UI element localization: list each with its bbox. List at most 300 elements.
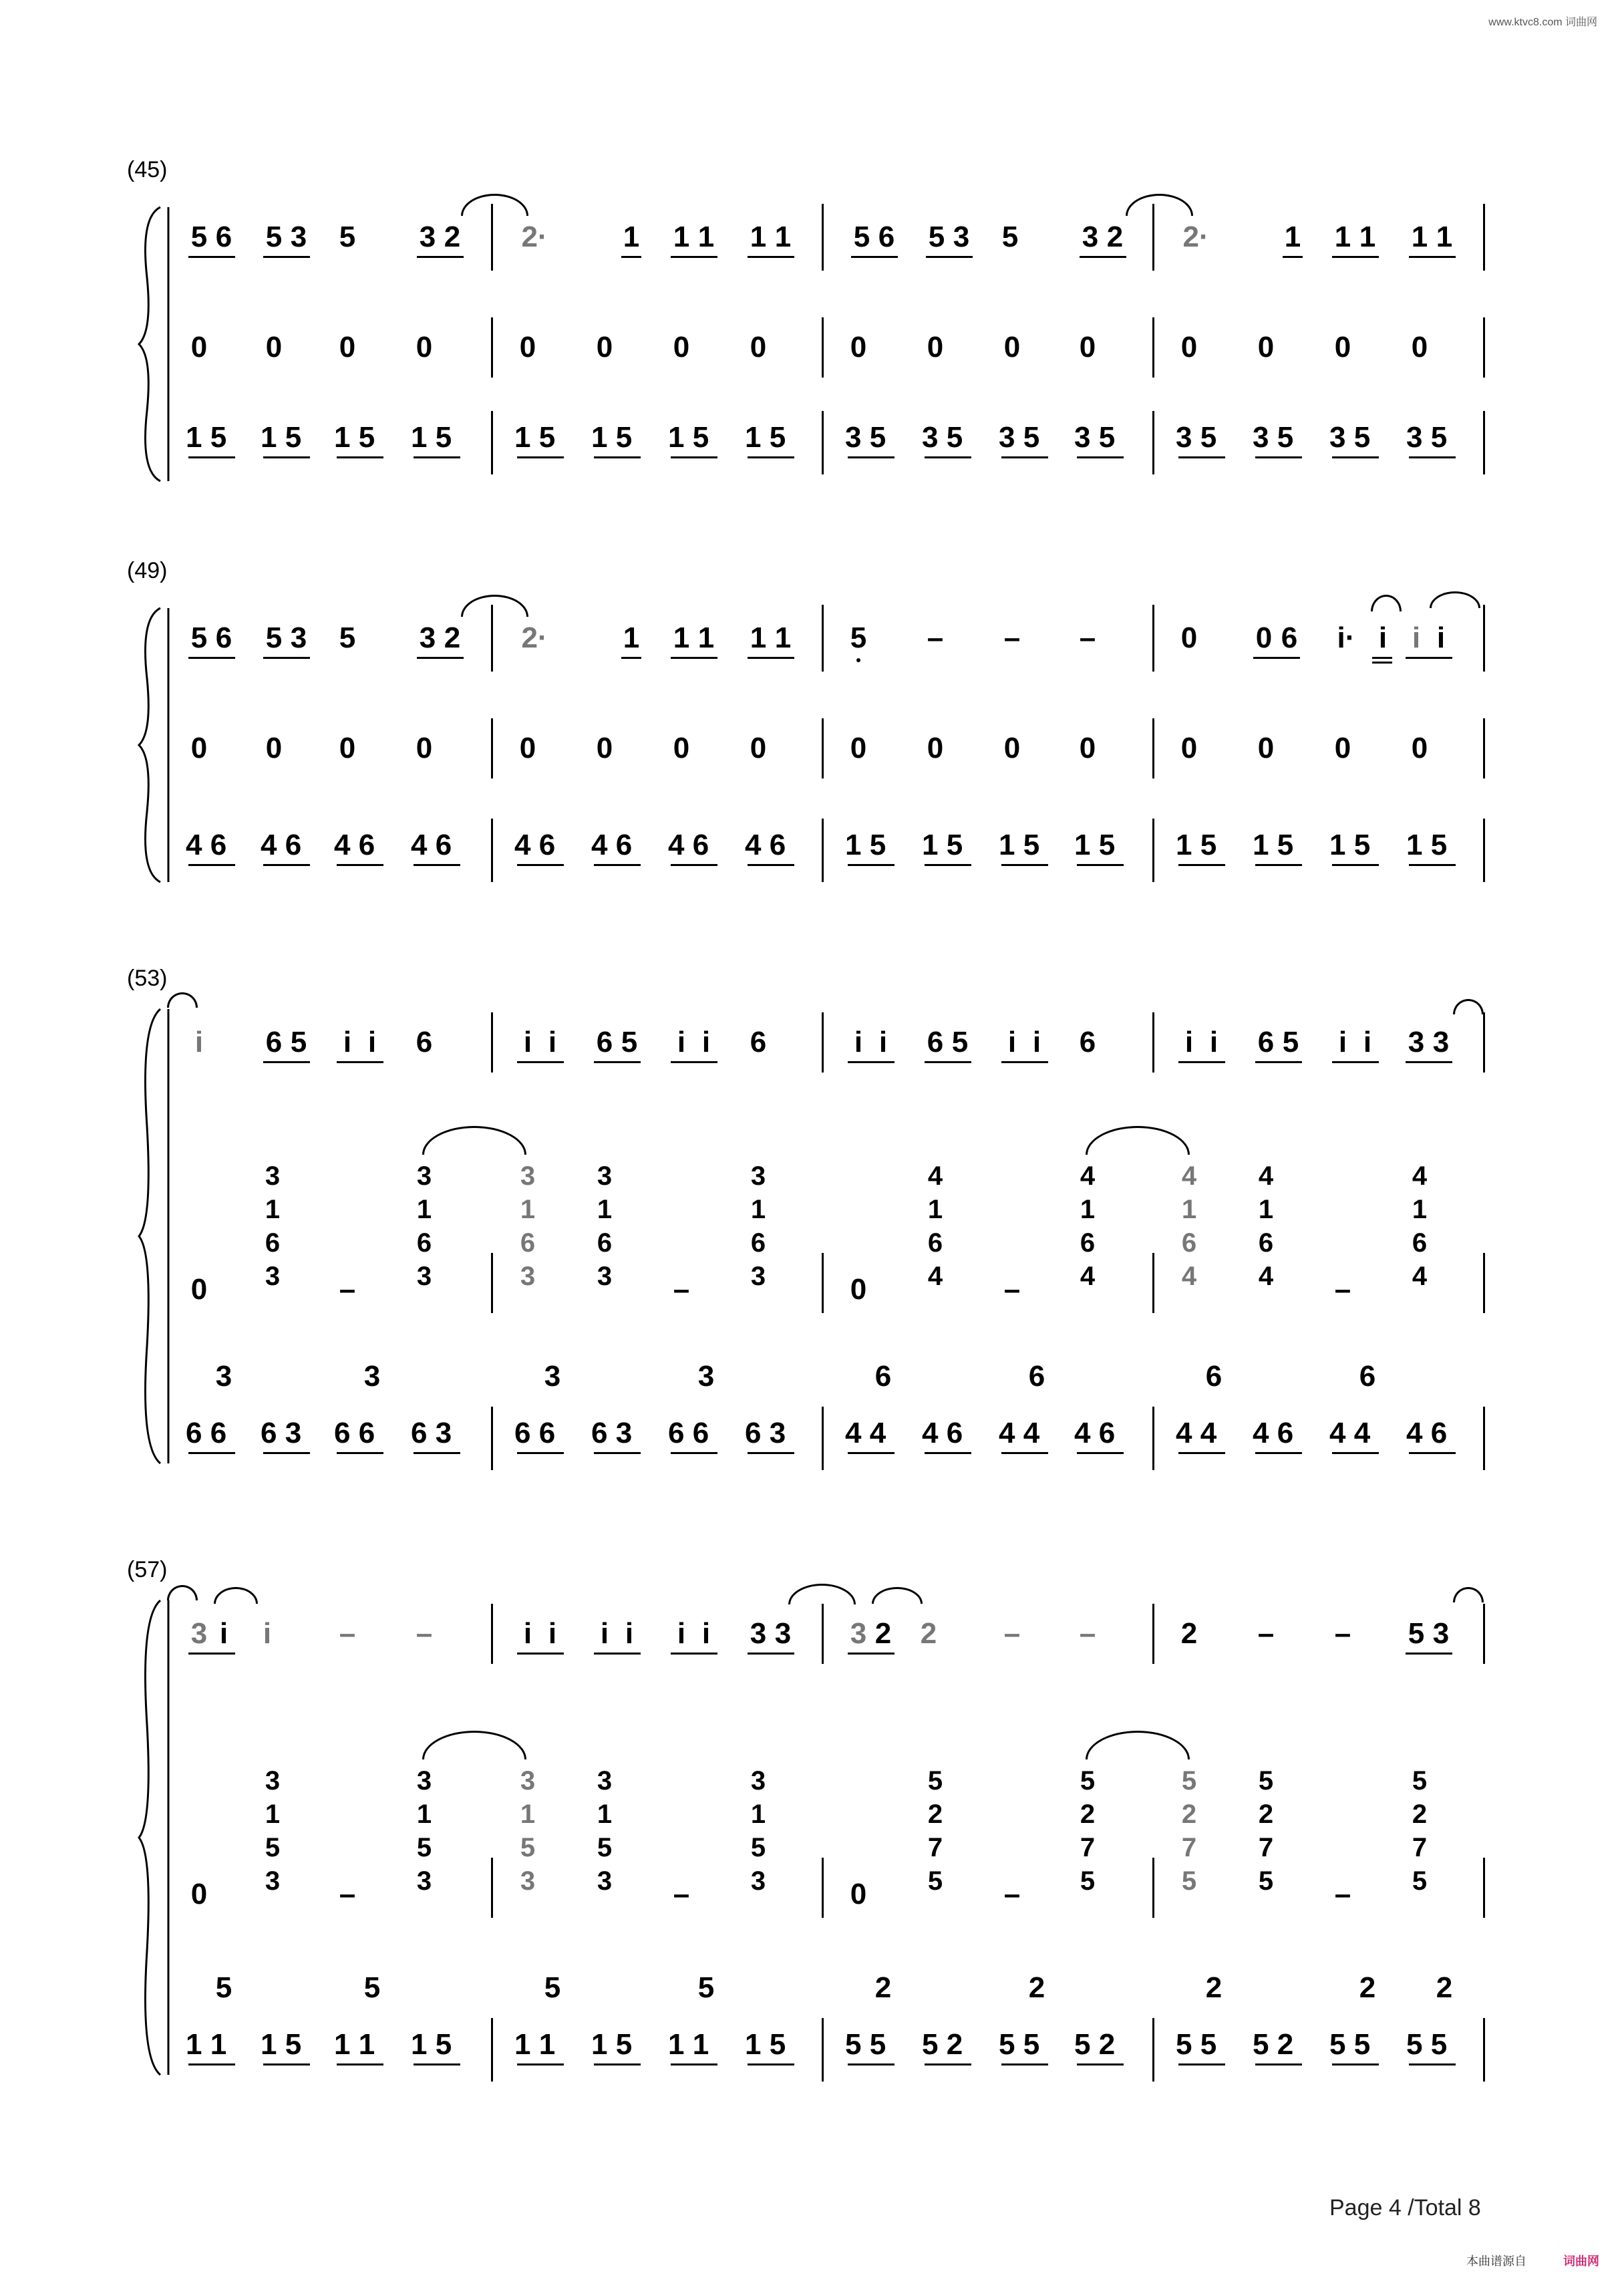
- underline: [1253, 657, 1300, 659]
- underline: [848, 1653, 895, 1655]
- melody-note: 1: [1334, 221, 1351, 253]
- bass-pair: 5 2: [1253, 2028, 1294, 2061]
- underline: [414, 864, 460, 866]
- bass-pair: 4 4: [845, 1417, 886, 1449]
- rest: 0: [190, 1273, 208, 1306]
- system-45: [127, 157, 1490, 478]
- melody-note: i: [1412, 621, 1421, 654]
- bass-pair: 6 3: [745, 1417, 786, 1449]
- bass-upper: 5: [544, 1971, 561, 2004]
- bass-pair: 5 5: [1176, 2028, 1217, 2061]
- underline: [748, 1653, 794, 1655]
- melody-note: i: [523, 1026, 532, 1058]
- underline: [671, 256, 717, 258]
- dash: –: [1079, 1617, 1096, 1650]
- underline: [414, 456, 460, 458]
- site-logo: 词曲网: [1563, 2255, 1599, 2268]
- bass-pair: 3 5: [1253, 421, 1294, 454]
- underline: [848, 2063, 895, 2065]
- bass-pair: 3 5: [999, 421, 1040, 454]
- bass-pair: 6 6: [514, 1417, 556, 1449]
- underline: [748, 456, 794, 458]
- chord-stack: 3 1 5 3: [520, 1766, 536, 1896]
- melody-note: i: [548, 1617, 557, 1650]
- underline: [188, 657, 235, 659]
- bass-pair: 1 5: [591, 2028, 633, 2061]
- underline: [188, 456, 235, 458]
- rest: 0: [1079, 732, 1096, 764]
- bar-line: [1152, 718, 1154, 778]
- underline: [1001, 1452, 1048, 1454]
- tie: [1371, 595, 1402, 611]
- bar-line: [1152, 317, 1154, 378]
- brace: [134, 1597, 174, 2078]
- bass-pair: 4 6: [1406, 1417, 1448, 1449]
- underline: [1332, 456, 1379, 458]
- melody-note: 3: [1432, 1026, 1450, 1058]
- bass-pair: 3 5: [845, 421, 886, 454]
- dash: –: [1257, 1617, 1275, 1650]
- melody-note: 5: [190, 221, 208, 253]
- rest: 0: [1180, 331, 1198, 364]
- underline: [671, 657, 717, 659]
- bass-pair: 4 6: [1253, 1417, 1294, 1449]
- melody-note: i: [263, 1617, 272, 1650]
- bar-line: [822, 1858, 824, 1918]
- underline: [1406, 657, 1452, 659]
- rest: 0: [596, 331, 613, 364]
- underline: [263, 456, 310, 458]
- melody-note: 3: [953, 221, 970, 253]
- rest: 0: [1411, 331, 1428, 364]
- bar-line: [1483, 718, 1485, 778]
- melody-note: 5: [265, 621, 283, 654]
- underline: [1255, 1452, 1302, 1454]
- chord-stack: 3 1 6 3: [416, 1161, 432, 1291]
- bar-line: [822, 819, 824, 882]
- melody-note: i: [1209, 1026, 1219, 1058]
- tie: [422, 1126, 526, 1155]
- underline: [263, 657, 310, 659]
- underline: [263, 1452, 310, 1454]
- underline: [671, 2063, 717, 2065]
- rest: 0: [1257, 732, 1275, 764]
- melody-note: 5: [1001, 221, 1019, 253]
- bass-pair: 1 1: [186, 2028, 227, 2061]
- underline: [748, 1452, 794, 1454]
- bar-line: [1483, 2018, 1485, 2082]
- melody-note: 5: [928, 221, 945, 253]
- tie: [1126, 194, 1193, 216]
- underline: [848, 1452, 895, 1454]
- melody-note: 3: [1082, 221, 1099, 253]
- tie: [1453, 999, 1484, 1014]
- underline: [1178, 456, 1225, 458]
- bar-line: [822, 2018, 824, 2082]
- chord-stack: 5 2 7 5: [1181, 1766, 1197, 1896]
- underline: [1077, 864, 1124, 866]
- bass-upper: 2: [1436, 1971, 1453, 2004]
- bass-upper: 6: [1028, 1360, 1045, 1393]
- rest: 0: [519, 331, 536, 364]
- bar-line: [1152, 605, 1154, 672]
- dash: –: [339, 1617, 356, 1650]
- bar-line: [1152, 1012, 1154, 1073]
- underline: [263, 2063, 310, 2065]
- tie: [788, 1584, 856, 1604]
- rest: 0: [265, 331, 283, 364]
- bass-upper: 3: [697, 1360, 715, 1393]
- rest: 0: [519, 732, 536, 764]
- underline: [671, 456, 717, 458]
- bar-line: [822, 718, 824, 778]
- underline: [263, 864, 310, 866]
- underline: [748, 2063, 794, 2065]
- bar-line: [491, 1858, 493, 1918]
- melody-note: 3: [290, 621, 307, 654]
- underline: [1255, 456, 1302, 458]
- melody-note: 5: [339, 221, 356, 253]
- melody-note: 1: [623, 221, 640, 253]
- underline: [337, 1061, 383, 1063]
- rest: 0: [1003, 732, 1021, 764]
- system-53: [127, 966, 1490, 1473]
- chord-stack: 3 1 6 3: [520, 1161, 536, 1291]
- bar-line: [1483, 1407, 1485, 1470]
- melody-note: 6: [750, 1026, 767, 1058]
- bar-line: [1483, 1858, 1485, 1918]
- underline: [1332, 1061, 1379, 1063]
- rest: 0: [265, 732, 283, 764]
- underline: [671, 1061, 717, 1063]
- underline: [748, 256, 794, 258]
- melody-note: 3: [1432, 1617, 1450, 1650]
- melody-note: i: [548, 1026, 557, 1058]
- bass-pair: 1 1: [514, 2028, 556, 2061]
- melody-note: 0: [1180, 621, 1198, 654]
- underline: [1077, 456, 1124, 458]
- melody-note: 1: [1436, 221, 1453, 253]
- underline: [1255, 1061, 1302, 1063]
- melody-note: 6: [416, 1026, 433, 1058]
- underline: [337, 1452, 383, 1454]
- underline: [925, 1061, 971, 1063]
- bar-line: [491, 819, 493, 882]
- chord-stack: 4 1 6 4: [1181, 1161, 1197, 1291]
- underline: [1372, 657, 1392, 659]
- bar-line: [491, 411, 493, 474]
- melody-note: 6: [596, 1026, 613, 1058]
- chord-stack: 3 1 6 3: [597, 1161, 613, 1291]
- underline: [517, 2063, 564, 2065]
- melody-note: 0: [1255, 621, 1273, 654]
- bar-line: [822, 1407, 824, 1470]
- rest: 0: [1411, 732, 1428, 764]
- dash: –: [339, 1878, 356, 1910]
- tie: [461, 194, 528, 216]
- bass-pair: 1 5: [411, 421, 452, 454]
- bar-line: [822, 1604, 824, 1664]
- underline: [1077, 2063, 1124, 2065]
- underline: [594, 1452, 641, 1454]
- bass-upper: 6: [874, 1360, 892, 1393]
- bar-line: [822, 1012, 824, 1073]
- dash: –: [1003, 1878, 1021, 1910]
- melody-note: i: [219, 1617, 228, 1650]
- melody-note: 3: [190, 1617, 208, 1650]
- underline: [1178, 1452, 1225, 1454]
- bass-pair: 4 6: [514, 829, 556, 861]
- bass-pair: 1 5: [261, 421, 302, 454]
- underline: [1178, 864, 1225, 866]
- underline: [417, 256, 464, 258]
- chord-stack: 3 1 5 3: [265, 1766, 281, 1896]
- bar-line: [1483, 317, 1485, 378]
- melody-note: 1: [774, 221, 792, 253]
- melody-note: 6: [215, 221, 232, 253]
- rest: 0: [416, 331, 433, 364]
- bar-line: [491, 1604, 493, 1664]
- tie: [1086, 1126, 1190, 1155]
- melody-note: 2: [1106, 221, 1124, 253]
- bass-pair: 6 3: [591, 1417, 633, 1449]
- melody-note: 6: [215, 621, 232, 654]
- tie: [1086, 1731, 1190, 1759]
- brace: [134, 1006, 174, 1467]
- melody-note: 5: [1408, 1617, 1425, 1650]
- underline: [1409, 456, 1456, 458]
- melody-note: i: [878, 1026, 888, 1058]
- underline: [337, 456, 383, 458]
- melody-note: 3: [1408, 1026, 1425, 1058]
- underline: [1332, 2063, 1379, 2065]
- underline: [671, 1452, 717, 1454]
- dash: –: [1079, 621, 1096, 654]
- melody-note: 5: [339, 621, 356, 654]
- bass-upper: 5: [697, 1971, 715, 2004]
- bass-pair: 6 6: [334, 1417, 375, 1449]
- rest: 0: [750, 732, 767, 764]
- dash: –: [1334, 1273, 1351, 1306]
- dash: –: [339, 1273, 356, 1306]
- bass-pair: 3 5: [1176, 421, 1217, 454]
- bar-line: [1152, 411, 1154, 474]
- bass-upper: 3: [544, 1360, 561, 1393]
- rest: 0: [750, 331, 767, 364]
- melody-note: i: [343, 1026, 352, 1058]
- chord-stack: 4 1 6 4: [1412, 1161, 1428, 1291]
- bass-upper: 2: [1359, 1971, 1376, 2004]
- bass-pair: 6 6: [668, 1417, 709, 1449]
- underline: [188, 2063, 235, 2065]
- rest: 0: [850, 1273, 867, 1306]
- underline: [188, 864, 235, 866]
- underline: [1406, 1653, 1452, 1655]
- melody-note: 3: [419, 221, 436, 253]
- underline: [925, 456, 971, 458]
- melody-note: 1: [1359, 221, 1376, 253]
- bass-pair: 5 5: [845, 2028, 886, 2061]
- melody-note: 6: [1257, 1026, 1275, 1058]
- bass-pair: 1 5: [1329, 829, 1371, 861]
- rest: 0: [927, 732, 944, 764]
- underline: [414, 2063, 460, 2065]
- melody-note: i·: [1337, 621, 1355, 654]
- melody-note: 1: [697, 221, 715, 253]
- underline: [188, 256, 235, 258]
- bass-pair: 1 5: [514, 421, 556, 454]
- bass-pair: 1 5: [1406, 829, 1448, 861]
- bar-line: [1483, 1253, 1485, 1313]
- dash: –: [1334, 1617, 1351, 1650]
- bass-pair: 1 5: [845, 829, 886, 861]
- underline: [1001, 456, 1048, 458]
- bar-line: [491, 317, 493, 378]
- bass-pair: 6 3: [261, 1417, 302, 1449]
- bass-pair: 3 5: [922, 421, 963, 454]
- bass-pair: 1 5: [1176, 829, 1217, 861]
- bass-pair: 1 5: [922, 829, 963, 861]
- bass-upper: 3: [363, 1360, 381, 1393]
- underline: [1178, 2063, 1225, 2065]
- melody-note: 1: [623, 621, 640, 654]
- melody-note: i: [1363, 1026, 1372, 1058]
- underline: [1332, 256, 1379, 258]
- measure-number: (49): [127, 558, 168, 583]
- chord-stack: 4 1 6 4: [927, 1161, 943, 1291]
- underline: [1001, 1061, 1048, 1063]
- bar-line: [1483, 605, 1485, 672]
- underline: [671, 864, 717, 866]
- bar-line: [1152, 1858, 1154, 1918]
- melody-note: 2·: [521, 621, 548, 654]
- bass-pair: 1 5: [745, 421, 786, 454]
- tie: [167, 992, 198, 1008]
- underline: [848, 456, 895, 458]
- bar-line: [1152, 1407, 1154, 1470]
- bass-upper: 6: [1359, 1360, 1376, 1393]
- underline: [594, 864, 641, 866]
- melody-note: 1: [697, 621, 715, 654]
- underline: [517, 1452, 564, 1454]
- melody-note: 6: [1281, 621, 1298, 654]
- underline: [925, 1452, 971, 1454]
- melody-note: 2·: [1182, 221, 1209, 253]
- rest: 0: [190, 732, 208, 764]
- underline: [517, 1061, 564, 1063]
- measure-number: (57): [127, 1557, 168, 1582]
- bar-line: [1483, 819, 1485, 882]
- melody-note: 2: [1180, 1617, 1198, 1650]
- melody-note: 1: [750, 621, 767, 654]
- bass-pair: 1 1: [668, 2028, 709, 2061]
- bass-pair: 4 6: [668, 829, 709, 861]
- bass-pair: 5 5: [999, 2028, 1040, 2061]
- melody-note: 3: [774, 1617, 792, 1650]
- system-49: [127, 558, 1490, 885]
- dash: –: [673, 1273, 690, 1306]
- dash: –: [1003, 621, 1021, 654]
- melody-note: 6: [878, 221, 895, 253]
- bass-pair: 1 1: [334, 2028, 375, 2061]
- melody-note: 2: [444, 621, 461, 654]
- measure-number: (53): [127, 966, 168, 991]
- bar-line: [491, 2018, 493, 2082]
- rest: 0: [339, 732, 356, 764]
- bass-pair: 4 6: [922, 1417, 963, 1449]
- melody-note: 1: [673, 621, 690, 654]
- bass-pair: 6 6: [186, 1417, 227, 1449]
- bar-line: [1152, 819, 1154, 882]
- side-watermark-right: [1613, 40, 1623, 2245]
- bar-line: [491, 1407, 493, 1470]
- bass-upper: 2: [1205, 1971, 1223, 2004]
- bass-pair: 1 5: [411, 2028, 452, 2061]
- underline: [517, 1653, 564, 1655]
- bar-line: [491, 1012, 493, 1073]
- rest: 0: [927, 331, 944, 364]
- underline: [417, 657, 464, 659]
- brace: [134, 204, 174, 484]
- melody-note: 3: [419, 621, 436, 654]
- melody-note: i: [367, 1026, 377, 1058]
- bass-upper: 6: [1205, 1360, 1223, 1393]
- underline: [1406, 1061, 1452, 1063]
- bass-upper: 2: [1028, 1971, 1045, 2004]
- rest: 0: [850, 1878, 867, 1910]
- bass-pair: 1 5: [999, 829, 1040, 861]
- underline: [594, 1653, 641, 1655]
- underline: [517, 456, 564, 458]
- melody-note: 5: [853, 221, 870, 253]
- underline: [621, 256, 641, 258]
- melody-note: 2·: [521, 221, 548, 253]
- bass-pair: 4 6: [411, 829, 452, 861]
- underline: [263, 256, 310, 258]
- melody-note: 6: [927, 1026, 944, 1058]
- underline: [263, 1061, 310, 1063]
- underline: [1409, 864, 1456, 866]
- bass-pair: 1 5: [1253, 829, 1294, 861]
- underline: [925, 2063, 971, 2065]
- melody-note: 5: [621, 1026, 638, 1058]
- chord-stack: 5 2 7 5: [927, 1766, 943, 1896]
- melody-note: i: [1184, 1026, 1194, 1058]
- rest: 0: [416, 732, 433, 764]
- chord-stack: 3 1 5 3: [597, 1766, 613, 1896]
- bass-pair: 1 5: [186, 421, 227, 454]
- bar-line: [1483, 1012, 1485, 1073]
- chord-stack: 3 1 6 3: [265, 1161, 281, 1291]
- underline: [594, 456, 641, 458]
- source-label: 本曲谱源自: [1466, 2255, 1526, 2268]
- underline: [337, 864, 383, 866]
- bar-line: [822, 411, 824, 474]
- bar-line: [491, 718, 493, 778]
- underline: [851, 256, 898, 258]
- bar-line: [1152, 2018, 1154, 2082]
- underline: [1409, 256, 1456, 258]
- melody-note: i: [1378, 621, 1388, 654]
- bar-line: [822, 1253, 824, 1313]
- dash: –: [416, 1617, 433, 1650]
- melody-note: 5: [1282, 1026, 1299, 1058]
- bass-upper: 5: [215, 1971, 232, 2004]
- underline: [188, 1452, 235, 1454]
- chord-stack: 4 1 6 4: [1080, 1161, 1096, 1291]
- tie: [167, 1585, 198, 1600]
- site-url: www.ktvc8.com 词曲网: [1488, 17, 1597, 28]
